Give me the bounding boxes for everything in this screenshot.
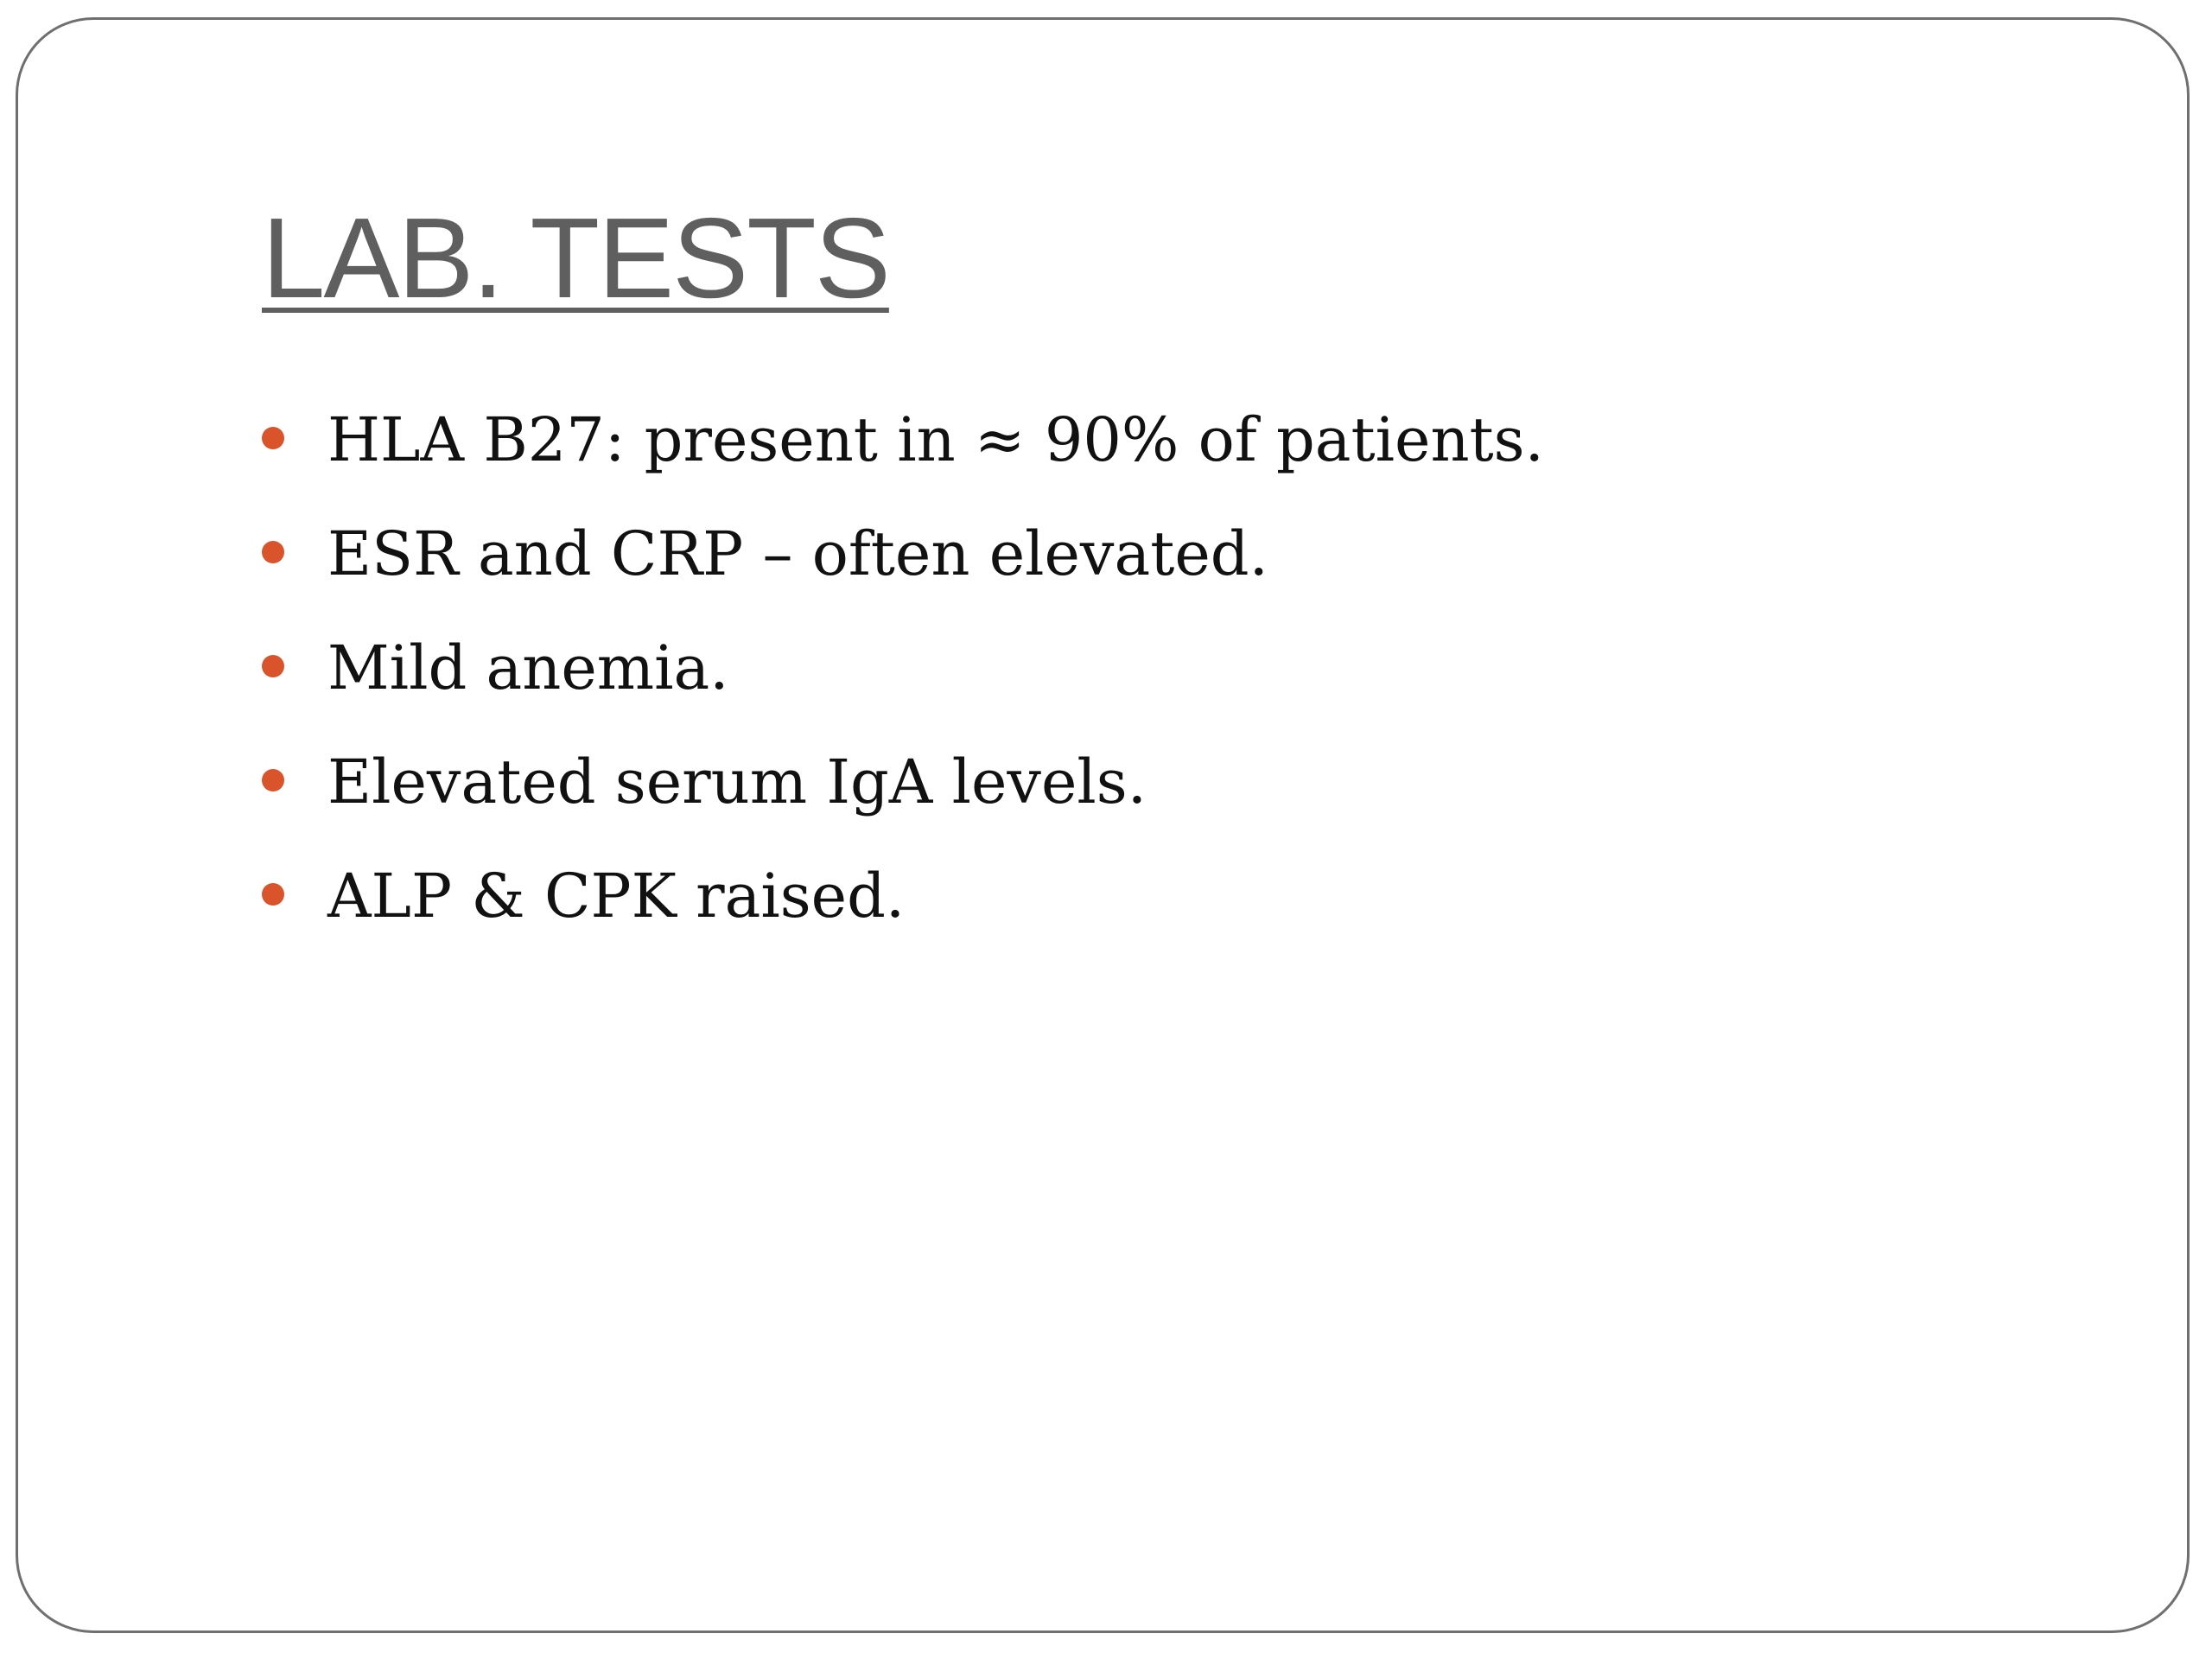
bullet-dot-icon xyxy=(262,427,284,449)
bullet-dot-icon xyxy=(262,883,284,906)
bullet-dot-icon xyxy=(262,655,284,677)
list-item xyxy=(262,497,1544,611)
bullet-text: ALP & CPK raised. xyxy=(327,861,906,931)
slide-frame xyxy=(16,17,2190,1633)
bullet-text: Elevated serum IgA levels. xyxy=(327,747,1147,817)
bullet-dot-icon xyxy=(262,541,284,563)
bullet-dot-icon xyxy=(262,769,284,791)
slide-title: LAB. TESTS xyxy=(262,194,889,321)
list-item xyxy=(262,725,1544,839)
list-item xyxy=(262,383,1544,497)
list-item xyxy=(262,611,1544,725)
bullet-text: HLA B27: present in ≈ 90% of patients. xyxy=(327,404,1544,475)
bullet-text: ESR and CRP – often elevated. xyxy=(327,518,1268,589)
list-item xyxy=(262,839,1544,953)
bullet-text: Mild anemia. xyxy=(327,632,729,703)
bullet-list xyxy=(262,383,1544,953)
